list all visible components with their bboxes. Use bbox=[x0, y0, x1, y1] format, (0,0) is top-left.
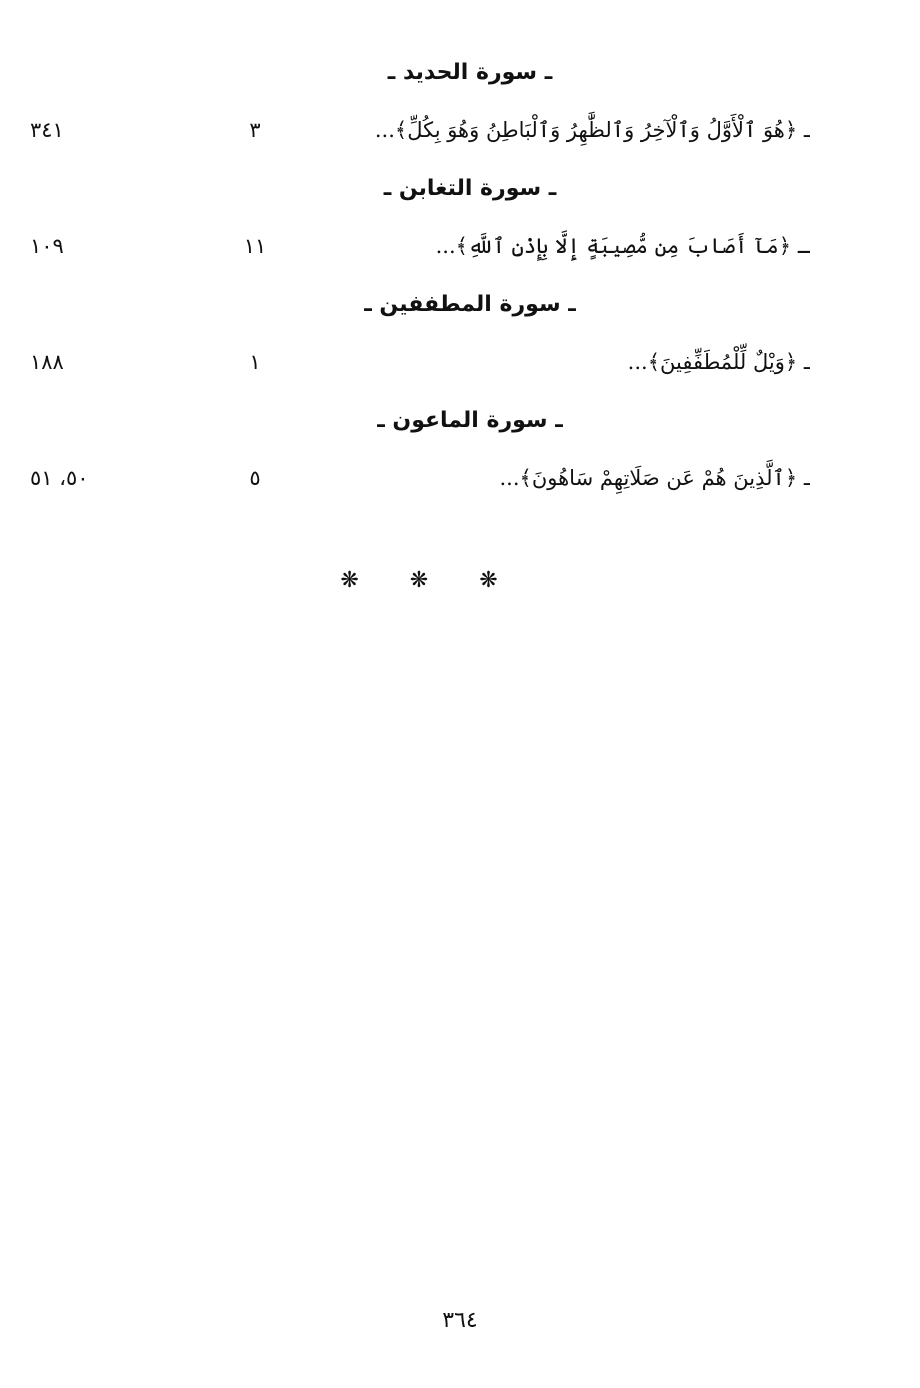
page-references: ٥٠، ٥١ bbox=[30, 466, 89, 490]
surah-heading-al-hadid: ـ سورة الحديد ـ bbox=[387, 60, 553, 85]
verse-text: ـ ﴿هُوَ ٱلْأَوَّلُ وَٱلْآخِرُ وَٱلظَّٰهِرُ وَٱلْبَاطِنُ وَهُوَ بِكُلِّ﴾... bbox=[374, 118, 810, 142]
surah-heading-al-mutaffifin: ـ سورة المطففين ـ bbox=[364, 292, 576, 317]
page-number: ٣٦٤ bbox=[442, 1308, 478, 1333]
page-references: ١٠٩ bbox=[30, 234, 64, 258]
verse-entry-row bbox=[30, 458, 810, 498]
verse-text: ـ ﴿ٱلَّذِينَ هُمْ عَن صَلَاتِهِمْ سَاهُونَ﴾... bbox=[499, 466, 810, 490]
surah-heading-al-maun: ـ سورة الماعون ـ bbox=[377, 408, 563, 433]
ayah-number: ٣ bbox=[249, 118, 261, 142]
verse-entry-row bbox=[30, 342, 810, 382]
surah-heading-at-taghabun: ـ سورة التغابن ـ bbox=[383, 176, 557, 201]
verse-text: ـ ﴿وَيْلٌ لِّلْمُطَفِّفِينَ﴾... bbox=[627, 350, 810, 374]
verse-text: ـ ﴿مَآ أَصَابَ مِن مُّصِيبَةٍ إِلَّا بِإِذْنِ ٱللَّهِ﴾... bbox=[435, 234, 810, 258]
ayah-number: ١ bbox=[249, 350, 261, 374]
verse-entry-row bbox=[30, 110, 810, 150]
verse-entry-row bbox=[30, 226, 810, 266]
page-references: ٣٤١ bbox=[30, 118, 64, 142]
page-references: ١٨٨ bbox=[30, 350, 64, 374]
section-separator-stars: ❋ ❋ ❋ bbox=[340, 568, 520, 593]
ayah-number: ١١ bbox=[243, 234, 267, 258]
ayah-number: ٥ bbox=[249, 466, 261, 490]
